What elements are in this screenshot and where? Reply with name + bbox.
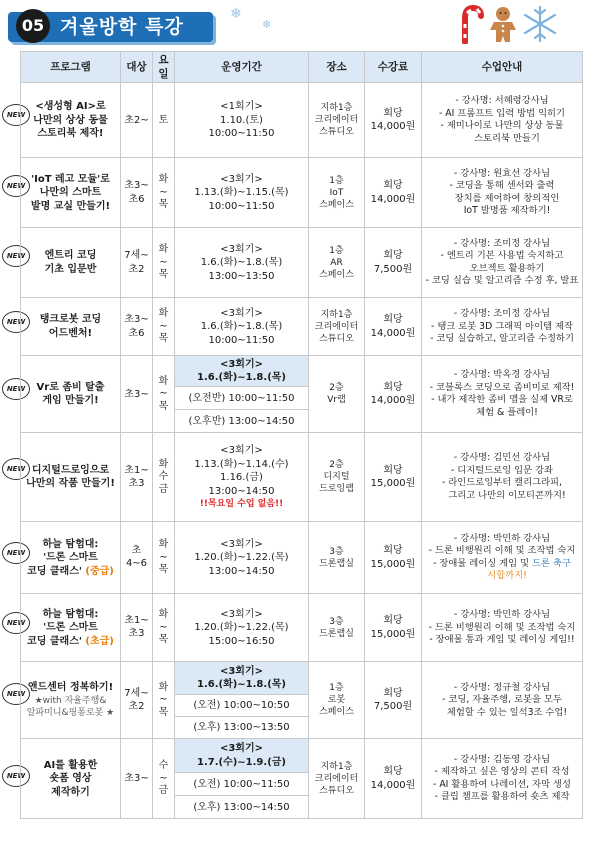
place: 지하1층 크리에이터 스튜디오 <box>309 298 365 356</box>
fee: 회당 14,000원 <box>365 158 422 228</box>
fee: 회당 15,000원 <box>365 433 422 522</box>
place: 2층 디지털 드로잉랩 <box>309 433 365 522</box>
class-info: - 강사명: 박옥경 강사님 - 코블록스 코딩으로 좀비미로 제작! - 내가 제작한 좀비 맵을 실제 VR로 체험 & 플레이! <box>422 356 583 433</box>
program-name: AI를 활용한 숏폼 영상 제작하기 <box>21 739 121 819</box>
snowflake-icon: ❄ <box>230 6 242 22</box>
fee: 회당 14,000원 <box>365 739 422 819</box>
period-session: <3회기> 1.6.(화)~1.8.(목) <box>175 356 309 387</box>
program-name: 디지털드로잉으로 나만의 작품 만들기! <box>21 433 121 522</box>
table-row <box>21 158 583 228</box>
new-badge: NEW <box>2 612 30 634</box>
fee: 회당 14,000원 <box>365 356 422 433</box>
new-badge: NEW <box>2 175 30 197</box>
period-slot-morning: (오전) 10:00~10:50 <box>175 695 309 717</box>
class-info: - 강사명: 조미정 강사님 - 엔트리 기본 사용법 숙지하고 오브젝트 활용하기 - 코딩 실습 및 알고리즘 수정 후, 발표 <box>422 228 583 298</box>
target-age: 초3~ <box>121 739 153 819</box>
day-of-week: 화 ~ 목 <box>153 594 175 662</box>
day-of-week: 토 <box>153 83 175 158</box>
class-info: - 강사명: 서혜령강사님 - AI 프롬프트 입력 방법 익히기 - 제미나이로 나만의 상상 동물 스토리북 만들기 <box>422 83 583 158</box>
col-header-day: 요일 <box>153 52 175 83</box>
table-row <box>21 433 583 522</box>
period: <3회기> 1.6.(화)~1.8.(목) 10:00~11:50 <box>175 298 309 356</box>
new-badge: NEW <box>2 458 30 480</box>
target-age: 초4~6 <box>121 522 153 594</box>
table-row <box>21 739 583 773</box>
program-name: 'IoT 레고 모듈'로 나만의 스마트 발명 교실 만들기! <box>21 158 121 228</box>
gingerbread-icon <box>488 6 518 44</box>
period: <3회기> 1.20.(화)~1.22.(목) 15:00~16:50 <box>175 594 309 662</box>
new-badge: NEW <box>2 378 30 400</box>
program-name: <생성형 AI>로 나만의 상상 동물 스토리북 제작! <box>21 83 121 158</box>
target-age: 7세~초2 <box>121 662 153 739</box>
place: 2층 Vr랩 <box>309 356 365 433</box>
class-info: - 강사명: 김민선 강사님 - 디지털드로잉 입문 강좌 - 라인드로잉부터 캘리그라피, 그리고 나만의 이모티콘까지! <box>422 433 583 522</box>
col-header-period: 운영기간 <box>175 52 309 83</box>
place: 1층 IoT 스페이스 <box>309 158 365 228</box>
place: 1층 AR 스페이스 <box>309 228 365 298</box>
table-row <box>21 662 583 695</box>
fee: 회당 14,000원 <box>365 83 422 158</box>
page-header <box>0 0 595 50</box>
class-info: - 강사명: 원효선 강사님 - 코딩을 통해 센서와 출력 장치를 제어하여 창의적인 IoT 발명품 제작하기! <box>422 158 583 228</box>
target-age: 초3~초6 <box>121 158 153 228</box>
fee: 회당 7,500원 <box>365 228 422 298</box>
program-name: Vr로 좀비 탈출 게임 만들기! <box>21 356 121 433</box>
period-slot-morning: (오전) 10:00~11:50 <box>175 773 309 796</box>
candy-cane-icon <box>455 4 485 44</box>
period-session: <3회기> 1.7.(수)~1.9.(금) <box>175 739 309 773</box>
new-badge: NEW <box>2 542 30 564</box>
class-info: - 강사명: 조미정 강사님 - 탱크 로봇 3D 그래픽 아이템 제작 - 코딩 실습하고, 알고리즘 수정하기 <box>422 298 583 356</box>
class-info: - 강사명: 박민하 강사님 - 드론 비행원리 이해 및 조작법 숙지 - 장애물 레이싱 게임 및 드론 축구 시합까지! <box>422 522 583 594</box>
new-badge: NEW <box>2 765 30 787</box>
period-slot-afternoon: (오후) 13:00~14:50 <box>175 796 309 819</box>
day-of-week: 화 ~ 목 <box>153 662 175 739</box>
target-age: 초1~초3 <box>121 433 153 522</box>
col-header-place: 장소 <box>309 52 365 83</box>
day-of-week: 화 ~ 목 <box>153 356 175 433</box>
day-of-week: 화 ~ 목 <box>153 228 175 298</box>
target-age: 7세~초2 <box>121 228 153 298</box>
program-name: 탱크로봇 코딩 어드벤처! <box>21 298 121 356</box>
table-row <box>21 298 583 356</box>
class-info: - 강사명: 박민하 강사님 - 드론 비행원리 이해 및 조작법 숙지 - 장애물 통과 게임 및 레이싱 게임!! <box>422 594 583 662</box>
snowflake-icon: ❄ <box>262 18 272 31</box>
table-row <box>21 522 583 594</box>
day-of-week: 화 ~ 목 <box>153 158 175 228</box>
period: <3회기> 1.20.(화)~1.22.(목) 13:00~14:50 <box>175 522 309 594</box>
col-header-info: 수업안내 <box>422 52 583 83</box>
target-age: 초3~초6 <box>121 298 153 356</box>
class-info: - 강사명: 정규철 강사님 - 코딩, 자율주행, 로봇을 모두 체험할 수 있는 일석3조 수업! <box>422 662 583 739</box>
new-badge: NEW <box>2 683 30 705</box>
page-title: 겨울방학 특강 <box>60 16 184 38</box>
period: <3회기> 1.13.(화)~1.14.(수) 1.16.(금) 13:00~14:50 !!목요일 수업 없음!! <box>175 433 309 522</box>
period-slot-afternoon: (오후) 13:00~13:50 <box>175 717 309 739</box>
place: 3층 드론랩실 <box>309 522 365 594</box>
program-name: 하늘 탐험대: '드론 스마트 코딩 클래스' (중급) <box>21 522 121 594</box>
day-of-week: 화 ~ 목 <box>153 298 175 356</box>
table-header-row <box>21 52 583 83</box>
class-info: - 강사명: 김동영 강사님 - 제작하고 싶은 영상의 콘티 작성 - AI 활용하여 나레이션, 자막 생성 - 클립 챔프를 활용하여 숏츠 제작 <box>422 739 583 819</box>
table-row <box>21 228 583 298</box>
place: 1층 로봇 스페이스 <box>309 662 365 739</box>
col-header-fee: 수강료 <box>365 52 422 83</box>
fee: 회당 7,500원 <box>365 662 422 739</box>
target-age: 초1~초3 <box>121 594 153 662</box>
table-row <box>21 594 583 662</box>
program-name: 하늘 탐험대: '드론 스마트 코딩 클래스' (초급) <box>21 594 121 662</box>
schedule-table <box>20 51 583 819</box>
day-of-week: 수 ~ 금 <box>153 739 175 819</box>
col-header-target: 대상 <box>121 52 153 83</box>
fee: 회당 14,000원 <box>365 298 422 356</box>
place: 3층 드론랩실 <box>309 594 365 662</box>
day-of-week: 화 수 금 <box>153 433 175 522</box>
fee: 회당 15,000원 <box>365 594 422 662</box>
table-row <box>21 83 583 158</box>
program-name: 앤드센터 정복하기! ★with 자율주행& 알파미니&핑퐁로봇 ★ <box>21 662 121 739</box>
target-age: 초3~ <box>121 356 153 433</box>
day-of-week: 화 ~ 목 <box>153 522 175 594</box>
new-badge: NEW <box>2 245 30 267</box>
place: 지하1층 크리에이터 스튜디오 <box>309 739 365 819</box>
no-class-note: !!목요일 수업 없음!! <box>199 499 284 510</box>
target-age: 초2~ <box>121 83 153 158</box>
period-slot-morning: (오전반) 10:00~11:50 <box>175 387 309 410</box>
place: 지하1층 크리에이터 스튜디오 <box>309 83 365 158</box>
table-row <box>21 356 583 387</box>
new-badge: NEW <box>2 104 30 126</box>
fee: 회당 15,000원 <box>365 522 422 594</box>
period: <1회기> 1.10.(토) 10:00~11:50 <box>175 83 309 158</box>
period-session: <3회기> 1.6.(화)~1.8.(목) <box>175 662 309 695</box>
period: <3회기> 1.13.(화)~1.15.(목) 10:00~11:50 <box>175 158 309 228</box>
col-header-program: 프로그램 <box>21 52 121 83</box>
period-slot-afternoon: (오후반) 13:00~14:50 <box>175 410 309 433</box>
period: <3회기> 1.6.(화)~1.8.(목) 13:00~13:50 <box>175 228 309 298</box>
snowflake-large-icon <box>520 4 560 44</box>
program-name: 엔트리 코딩 기초 입문반 <box>21 228 121 298</box>
section-number: 05 <box>16 9 50 43</box>
new-badge: NEW <box>2 311 30 333</box>
